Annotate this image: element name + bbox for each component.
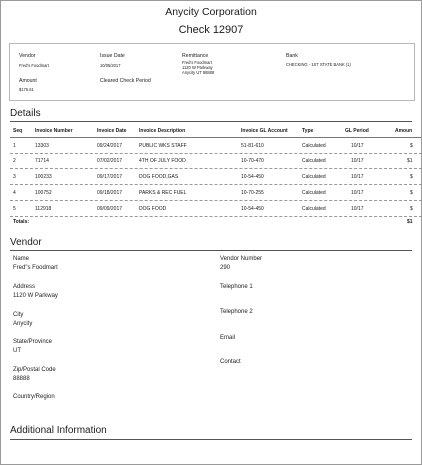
table-row bbox=[10, 201, 422, 217]
row-invoice-date: 09/18/2017 bbox=[97, 190, 123, 196]
row-amount: $ bbox=[410, 174, 413, 180]
row-gl-account: 10-54-450 bbox=[241, 174, 264, 180]
issue-date-value: 10/05/2017 bbox=[100, 63, 121, 68]
col-invoice-gl-account: Invoice GL Account bbox=[241, 128, 288, 134]
contact-label: Contact bbox=[220, 359, 241, 365]
telephone-2-label: Telephone 2 bbox=[220, 309, 253, 315]
row-type: Calculated bbox=[302, 190, 326, 196]
col-amount: Amoun bbox=[395, 128, 413, 134]
email-label: Email bbox=[220, 335, 236, 341]
row-amount: $1 bbox=[407, 158, 413, 164]
row-gl-account: 10-54-450 bbox=[241, 206, 264, 212]
vendor-divider bbox=[10, 250, 412, 251]
row-type: Calculated bbox=[302, 158, 326, 164]
state-label: State/Province bbox=[13, 339, 53, 345]
table-row bbox=[10, 185, 422, 201]
row-seq: 1 bbox=[13, 143, 16, 149]
table-row bbox=[10, 169, 422, 185]
vendor-heading: Vendor bbox=[10, 237, 42, 248]
details-heading: Details bbox=[10, 108, 41, 119]
amount-value: $175.61 bbox=[19, 87, 34, 92]
remittance-line-2: 1120 W Parkway bbox=[182, 65, 213, 70]
address-value: 1120 W Parkway bbox=[13, 293, 58, 299]
row-invoice-description: PARKS & REC FUEL bbox=[139, 190, 187, 196]
zip-value: 88888 bbox=[13, 376, 30, 382]
telephone-1-label: Telephone 1 bbox=[220, 284, 253, 290]
row-invoice-number: 13303 bbox=[35, 143, 49, 149]
row-invoice-date: 09/24/2017 bbox=[97, 143, 123, 149]
check-title: Check 12907 bbox=[178, 24, 244, 36]
company-name: Anycity Corporation bbox=[165, 6, 257, 18]
row-invoice-number: 71714 bbox=[35, 158, 49, 164]
row-gl-period: 10/17 bbox=[351, 206, 364, 212]
details-divider bbox=[10, 121, 412, 122]
col-invoice-description: Invoice Description bbox=[139, 128, 186, 134]
cleared-check-period-label: Cleared Check Period bbox=[100, 78, 151, 84]
col-invoice-date: Invoice Date bbox=[97, 128, 127, 134]
row-invoice-description: DOG FOOD,GAS bbox=[139, 174, 179, 180]
row-amount: $ bbox=[410, 190, 413, 196]
totals-label: Totals: bbox=[13, 219, 30, 225]
additional-information-divider bbox=[10, 439, 412, 440]
vendor-value: Fred's Foodmart bbox=[19, 63, 49, 68]
row-gl-period: 10/17 bbox=[351, 158, 364, 164]
row-seq: 4 bbox=[13, 190, 16, 196]
row-amount: $ bbox=[410, 206, 413, 212]
vendor-name-label: Name bbox=[13, 256, 30, 262]
table-row bbox=[10, 153, 422, 169]
col-gl-period: GL Period bbox=[345, 128, 369, 134]
col-seq: Seq bbox=[13, 128, 23, 134]
row-gl-period: 10/17 bbox=[351, 190, 364, 196]
row-invoice-number: 100752 bbox=[35, 190, 52, 196]
zip-label: Zip/Postal Code bbox=[13, 367, 56, 373]
country-label: Country/Region bbox=[13, 394, 55, 400]
issue-date-label: Issue Date bbox=[100, 53, 125, 59]
row-gl-account: 51-81-610 bbox=[241, 143, 264, 149]
row-invoice-description: PUBLIC WKS STAFF bbox=[139, 143, 187, 149]
row-invoice-description: 4TH OF JULY FOOD bbox=[139, 158, 186, 164]
row-invoice-date: 09/09/2017 bbox=[97, 206, 123, 212]
additional-information-heading: Additional Information bbox=[10, 425, 107, 436]
row-gl-account: 10-70-470 bbox=[241, 158, 264, 164]
vendor-label: Vendor bbox=[19, 53, 36, 59]
col-type: Type bbox=[302, 128, 314, 134]
totals-value: $1 bbox=[407, 219, 413, 225]
city-value: Anycity bbox=[13, 321, 33, 327]
amount-label: Amount bbox=[19, 78, 37, 84]
check-summary-box bbox=[9, 43, 415, 101]
remittance-line-3: Anycity UT 88888 bbox=[182, 70, 215, 75]
bank-value: CHECKING - 1ST STATE BANK (1) bbox=[286, 62, 351, 67]
row-seq: 3 bbox=[13, 174, 16, 180]
row-gl-period: 10/17 bbox=[351, 143, 364, 149]
row-type: Calculated bbox=[302, 206, 326, 212]
row-type: Calculated bbox=[302, 143, 326, 149]
vendor-name-value: Fred"s Foodmart bbox=[13, 265, 58, 271]
row-seq: 2 bbox=[13, 158, 16, 164]
row-gl-account: 10-70-255 bbox=[241, 190, 264, 196]
vendor-number-label: Vendor Number bbox=[220, 256, 263, 262]
row-invoice-date: 09/17/2017 bbox=[97, 174, 123, 180]
bank-label: Bank bbox=[286, 53, 298, 59]
row-invoice-date: 07/02/2017 bbox=[97, 158, 123, 164]
vendor-number-value: 290 bbox=[220, 265, 231, 271]
row-gl-period: 10/17 bbox=[351, 174, 364, 180]
row-invoice-description: DOG FOOD bbox=[139, 206, 167, 212]
state-value: UT bbox=[13, 348, 21, 354]
col-invoice-number: Invoice Number bbox=[35, 128, 73, 134]
remittance-line-1: Fred's Foodmart bbox=[182, 60, 212, 65]
row-seq: 5 bbox=[13, 206, 16, 212]
row-amount: $ bbox=[410, 143, 413, 149]
row-invoice-number: 100233 bbox=[35, 174, 52, 180]
address-label: Address bbox=[13, 284, 36, 290]
row-invoice-number: 112918 bbox=[35, 206, 52, 212]
city-label: City bbox=[13, 312, 24, 318]
row-type: Calculated bbox=[302, 174, 326, 180]
remittance-label: Remittance bbox=[182, 53, 209, 59]
table-row bbox=[10, 137, 422, 154]
